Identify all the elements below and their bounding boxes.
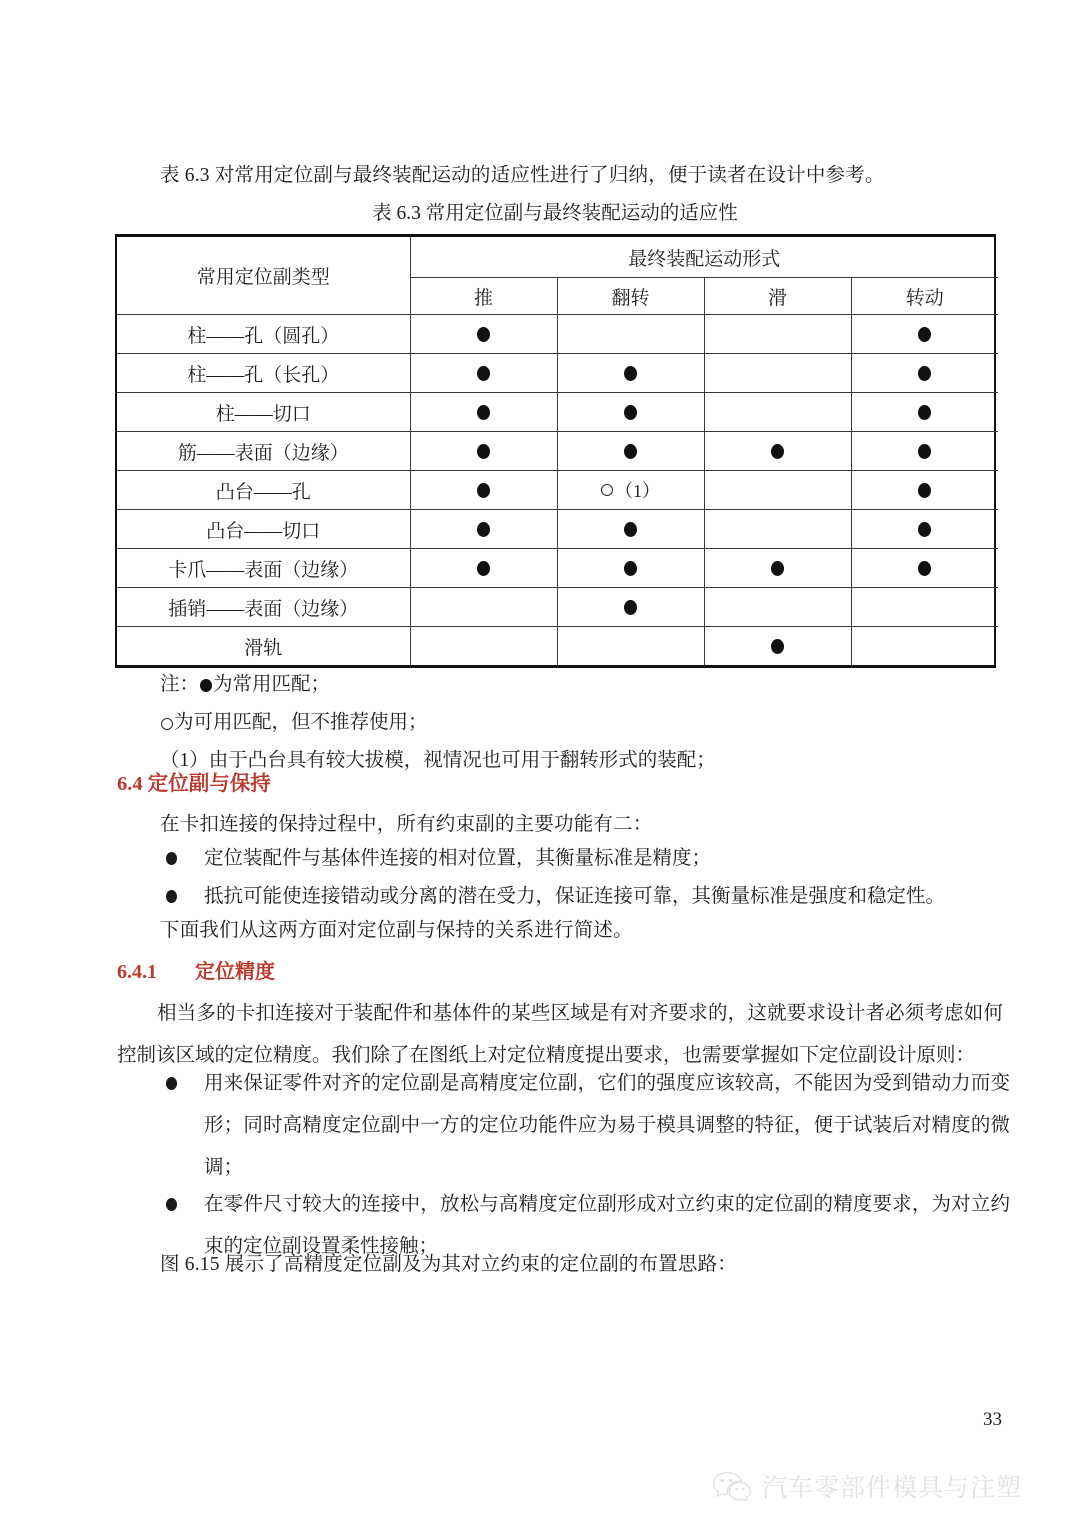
filled-marker-icon xyxy=(477,366,490,381)
cell-empty xyxy=(410,588,557,627)
cell-type-label: 柱——孔（长孔） xyxy=(117,354,410,393)
cell-type-label: 凸台——切口 xyxy=(117,510,410,549)
cell-empty xyxy=(704,393,851,432)
cell-marker-filled xyxy=(851,315,998,354)
filled-marker-icon xyxy=(771,639,784,654)
cell-type-label: 滑轨 xyxy=(117,627,410,666)
cell-empty xyxy=(704,354,851,393)
filled-marker-icon xyxy=(624,522,637,537)
cell-marker-filled xyxy=(851,393,998,432)
list-item-label: 在零件尺寸较大的连接中，放松与高精度定位副形成对立约束的定位副的精度要求，为对立约束的定位副设置柔性接触； xyxy=(204,1194,1010,1257)
cell-empty xyxy=(410,627,557,666)
table-caption: 表 6.3 常用定位副与最终装配运动的适应性 xyxy=(372,203,738,224)
filled-marker-icon xyxy=(918,483,931,498)
cell-marker-filled xyxy=(410,471,557,510)
cell-marker-filled xyxy=(557,393,704,432)
heading-6-4-1 xyxy=(117,955,275,984)
filled-marker-icon xyxy=(624,405,637,420)
cell-empty xyxy=(704,315,851,354)
watermark-label: 汽车零部件模具与注塑 xyxy=(762,1474,1023,1502)
filled-marker-icon xyxy=(918,366,931,381)
cell-marker-filled xyxy=(851,471,998,510)
cell-marker-filled xyxy=(851,354,998,393)
table-row xyxy=(117,627,998,666)
table-row xyxy=(117,549,998,588)
paragraph-6-4-closing: 下面我们从这两方面对定位副与保持的关系进行简述。 xyxy=(160,920,633,941)
list-item-label: 用来保证零件对齐的定位副是高精度定位副，它们的强度应该较高，不能因为受到错动力而变形；同时高精度定位副中一方的定位功能件应为易于模具调整的特征，便于试装后对精度的微调； xyxy=(204,1073,1010,1178)
cell-marker-hollow-note xyxy=(557,471,704,510)
cell-type-label: 柱——孔（圆孔） xyxy=(117,315,410,354)
filled-marker-icon xyxy=(624,444,637,459)
cell-empty xyxy=(704,471,851,510)
cell-marker-filled xyxy=(851,510,998,549)
filled-marker-icon xyxy=(477,444,490,459)
note-prefix: 注： xyxy=(160,674,200,695)
cell-marker-filled xyxy=(410,393,557,432)
paragraph-6-4-1: 相当多的卡扣连接对于装配件和基体件的某些区域是有对齐要求的，这就要求设计者必须考虑如何控制该区域的定位精度。我们除了在图纸上对定位精度提出要求，也需要掌握如下定位副设计原则： xyxy=(117,1003,1003,1066)
note-line-filled xyxy=(160,668,330,696)
cell-marker-filled xyxy=(410,432,557,471)
cell-note-reference: （1） xyxy=(615,481,660,501)
paragraph-6-4-1-closing: 图 6.15 展示了高精度定位副及为其对立约束的定位副的布置思路： xyxy=(160,1254,737,1275)
page-number: 33 xyxy=(983,1409,1002,1430)
table-row xyxy=(117,315,998,354)
cell-empty xyxy=(704,510,851,549)
heading-6-4-1-label: 定位精度 xyxy=(195,961,275,983)
cell-marker-filled xyxy=(704,549,851,588)
table-row xyxy=(117,471,998,510)
filled-marker-icon xyxy=(918,522,931,537)
list-item xyxy=(160,838,1010,880)
cell-marker-filled xyxy=(557,549,704,588)
heading-6-4: 6.4 定位副与保持 xyxy=(117,773,271,795)
cell-empty xyxy=(851,588,998,627)
cell-type-label: 筋——表面（边缘） xyxy=(117,432,410,471)
cell-empty xyxy=(557,315,704,354)
table-row xyxy=(117,588,998,627)
cell-marker-filled xyxy=(557,510,704,549)
cell-empty xyxy=(557,627,704,666)
cell-marker-filled xyxy=(557,588,704,627)
filled-marker-icon xyxy=(918,444,931,459)
filled-marker-icon xyxy=(477,522,490,537)
filled-marker-icon xyxy=(918,561,931,576)
cell-type-label: 卡爪——表面（边缘） xyxy=(117,549,410,588)
intro-paragraph: 表 6.3 对常用定位副与最终装配运动的适应性进行了归纳，便于读者在设计中参考。 xyxy=(160,165,885,186)
bullet-icon xyxy=(166,1198,177,1211)
cell-marker-filled xyxy=(704,627,851,666)
filled-marker-icon xyxy=(477,483,490,498)
paragraph-6-4-lead: 在卡扣连接的保持过程中，所有约束副的主要功能有二： xyxy=(160,814,653,835)
cell-type-label: 凸台——孔 xyxy=(117,471,410,510)
hollow-marker-icon xyxy=(161,718,173,730)
cell-empty xyxy=(704,588,851,627)
column-header-movement-1: 推 xyxy=(410,278,557,315)
column-header-movement-2: 翻转 xyxy=(557,278,704,315)
filled-marker-icon xyxy=(624,561,637,576)
list-item xyxy=(160,1063,1010,1189)
list-item-label: 定位装配件与基体件连接的相对位置，其衡量标准是精度； xyxy=(204,848,712,869)
column-header-movement-3: 滑 xyxy=(704,278,851,315)
list-item-label: 抵抗可能使连接错动或分离的潜在受力，保证连接可靠，其衡量标准是强度和稳定性。 xyxy=(204,886,946,907)
table-row xyxy=(117,510,998,549)
filled-marker-icon xyxy=(624,366,637,381)
cell-marker-filled xyxy=(410,510,557,549)
cell-marker-filled xyxy=(557,354,704,393)
filled-marker-icon xyxy=(918,327,931,342)
column-header-group-movement: 最终装配运动形式 xyxy=(410,237,998,278)
cell-marker-filled xyxy=(410,315,557,354)
watermark xyxy=(712,1468,1022,1504)
bullet-icon xyxy=(166,852,177,865)
filled-marker-icon xyxy=(624,600,637,615)
cell-marker-filled xyxy=(704,432,851,471)
bullet-icon xyxy=(166,890,177,903)
table-row xyxy=(117,354,998,393)
compatibility-table xyxy=(115,234,996,668)
filled-marker-icon xyxy=(477,405,490,420)
heading-6-4-1-number: 6.4.1 xyxy=(117,961,157,983)
column-header-movement-4: 转动 xyxy=(851,278,998,315)
wechat-icon xyxy=(712,1471,752,1501)
cell-marker-filled xyxy=(851,549,998,588)
cell-marker-filled xyxy=(410,354,557,393)
filled-marker-icon xyxy=(918,405,931,420)
cell-type-label: 柱——切口 xyxy=(117,393,410,432)
filled-marker-icon xyxy=(200,679,212,692)
note-line-hollow xyxy=(160,706,428,734)
note-hollow-text: 为可用匹配，但不推荐使用； xyxy=(174,712,428,733)
note-line-ref: （1）由于凸台具有较大拔模，视情况也可用于翻转形式的装配； xyxy=(160,750,716,771)
cell-marker-filled xyxy=(410,549,557,588)
table-row xyxy=(117,393,998,432)
note-filled-text: 为常用匹配； xyxy=(213,674,331,695)
filled-marker-icon xyxy=(771,444,784,459)
cell-marker-filled xyxy=(851,432,998,471)
filled-marker-icon xyxy=(477,561,490,576)
cell-type-label: 插销——表面（边缘） xyxy=(117,588,410,627)
filled-marker-icon xyxy=(771,561,784,576)
cell-marker-filled xyxy=(557,432,704,471)
bullet-icon xyxy=(166,1077,177,1090)
cell-empty xyxy=(851,627,998,666)
table-header-row-group xyxy=(117,237,998,278)
column-header-type: 常用定位副类型 xyxy=(117,237,410,315)
table-row xyxy=(117,432,998,471)
hollow-marker-icon xyxy=(601,484,613,496)
filled-marker-icon xyxy=(477,327,490,342)
